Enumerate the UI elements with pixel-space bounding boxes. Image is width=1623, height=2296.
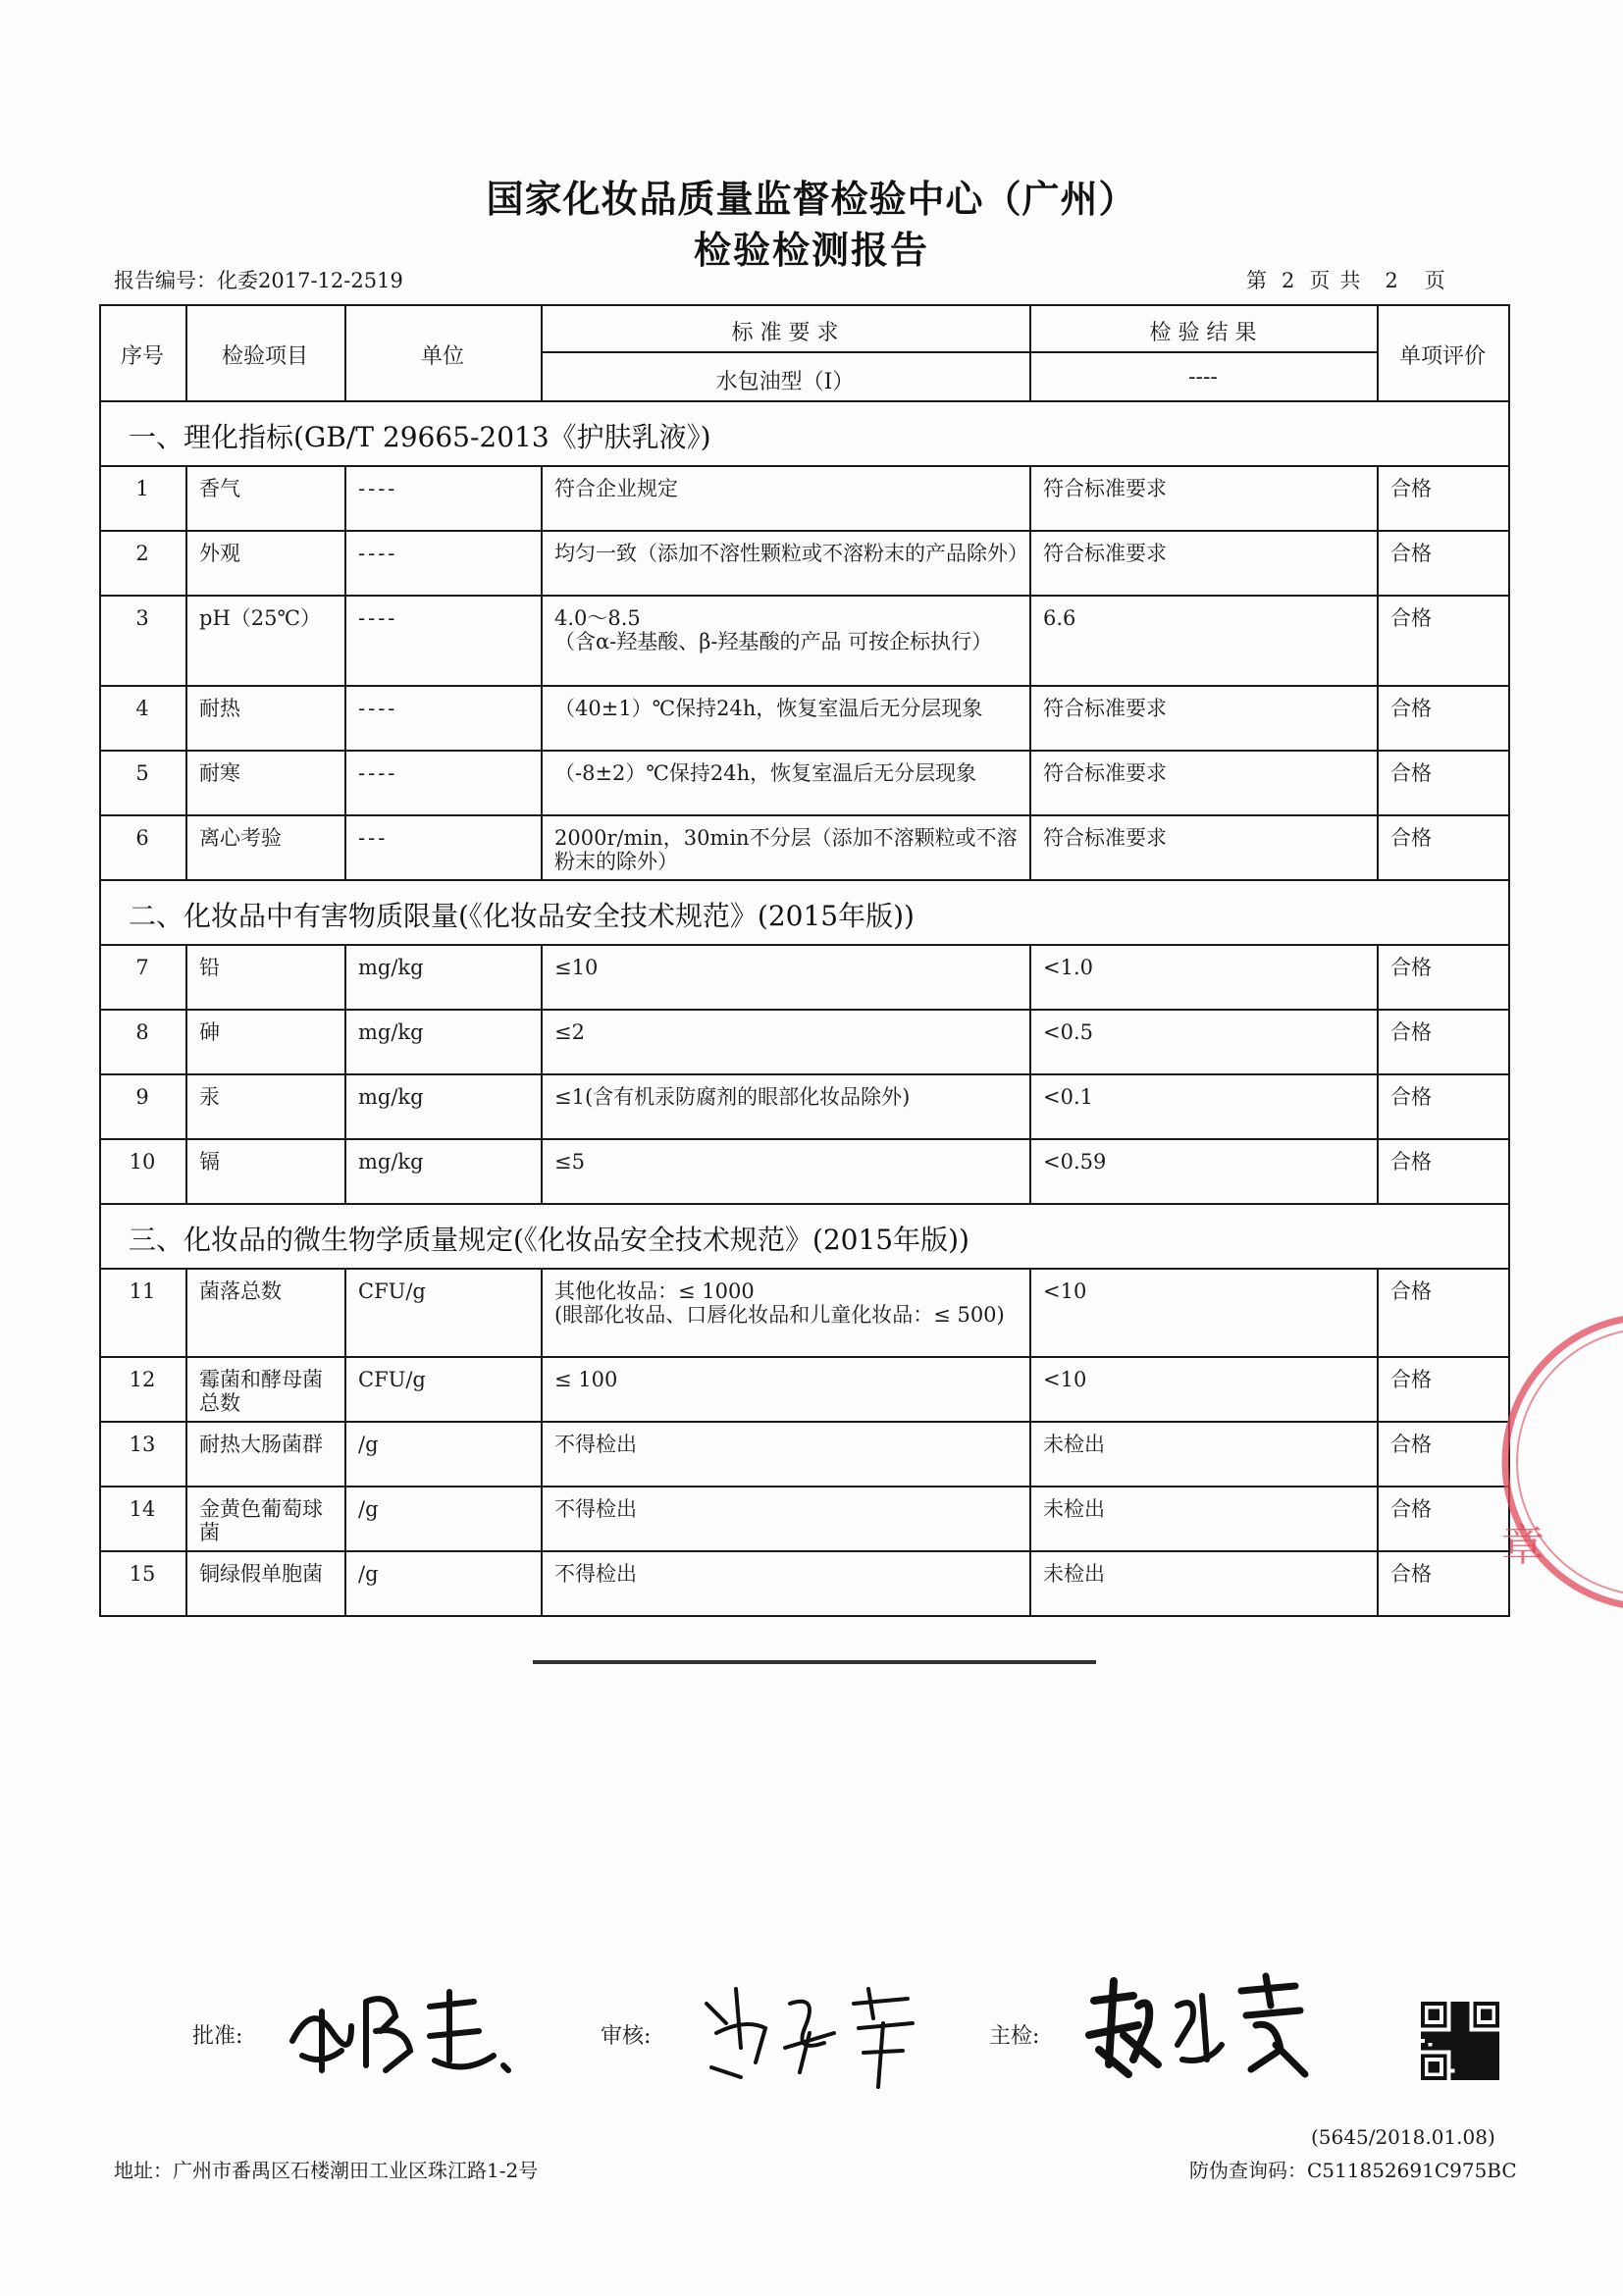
- grid-line-v: [1029, 1268, 1031, 1356]
- row-seq: 2: [135, 542, 149, 565]
- grid-line-v: [99, 1550, 101, 1615]
- grid-line-h: [99, 1550, 1510, 1552]
- grid-line-v: [99, 944, 101, 1009]
- row-seq: 6: [135, 826, 149, 850]
- row-unit: ---: [358, 826, 389, 850]
- row-requirement: 4.0～8.5 （含α-羟基酸、β-羟基酸的产品 可按企标执行）: [554, 606, 993, 653]
- grid-line-v: [344, 465, 346, 530]
- report-subtitle: 检验检测报告: [693, 229, 929, 272]
- grid-line-v: [344, 1009, 346, 1073]
- grid-line-h: [99, 750, 1510, 752]
- grid-line-v: [541, 595, 543, 685]
- grid-line-v: [185, 1138, 187, 1203]
- grid-line-v: [185, 1356, 187, 1421]
- section-title: 三、化妆品的微生物学质量规定(《化妆品安全技术规范》(2015年版)): [129, 1224, 969, 1256]
- row-unit: /g: [358, 1497, 379, 1521]
- row-item: 耐热大肠菌群: [199, 1433, 323, 1456]
- grid-line-v: [185, 1268, 187, 1356]
- grid-line-v: [541, 1009, 543, 1073]
- grid-line-h: [99, 1268, 1510, 1270]
- row-unit: CFU/g: [358, 1368, 426, 1391]
- grid-line-v: [1029, 465, 1031, 530]
- row-unit: ----: [358, 477, 398, 500]
- row-verdict: 合格: [1390, 956, 1432, 979]
- grid-line-v: [1377, 1550, 1379, 1615]
- approve-label: 批准:: [192, 2024, 243, 2049]
- grid-line-v: [541, 1421, 543, 1486]
- row-result: <1.0: [1043, 956, 1093, 979]
- row-requirement: 符合企业规定: [554, 477, 678, 500]
- row-result: <0.5: [1043, 1020, 1093, 1044]
- grid-line-v: [185, 1550, 187, 1615]
- row-result: <10: [1043, 1368, 1087, 1391]
- row-unit: mg/kg: [358, 1085, 424, 1109]
- row-unit: /g: [358, 1433, 379, 1456]
- row-item: 金黄色葡萄球菌: [199, 1497, 323, 1544]
- row-requirement: ≤10: [554, 956, 599, 979]
- grid-line-v: [99, 1268, 101, 1356]
- page-indicator: [1246, 265, 1445, 294]
- grid-line-v: [1377, 1009, 1379, 1073]
- row-verdict: 合格: [1390, 477, 1432, 500]
- grid-line-v: [99, 304, 101, 400]
- row-unit: CFU/g: [358, 1279, 426, 1303]
- header-result-sub: ----: [1188, 365, 1218, 390]
- row-requirement: 不得检出: [554, 1497, 637, 1521]
- grid-line-v: [1029, 1009, 1031, 1073]
- grid-line-v: [185, 465, 187, 530]
- row-requirement: ≤1(含有机汞防腐剂的眼部化妆品除外): [554, 1085, 911, 1109]
- grid-line-v: [185, 1421, 187, 1486]
- grid-line-v: [541, 530, 543, 595]
- row-seq: 9: [135, 1085, 149, 1109]
- grid-line-v: [1377, 1356, 1379, 1421]
- grid-line-v: [1029, 1486, 1031, 1550]
- row-seq: 11: [129, 1279, 156, 1303]
- grid-line-v: [1029, 595, 1031, 685]
- row-seq: 1: [135, 477, 149, 500]
- grid-line-v: [1029, 1356, 1031, 1421]
- grid-line-v: [344, 1550, 346, 1615]
- row-verdict: 合格: [1390, 697, 1432, 720]
- row-verdict: 合格: [1390, 1020, 1432, 1044]
- row-seq: 12: [129, 1368, 156, 1391]
- row-result: 未检出: [1043, 1497, 1105, 1521]
- row-result: 未检出: [1043, 1562, 1105, 1586]
- row-result: 符合标准要求: [1043, 697, 1167, 720]
- grid-line-v: [344, 1486, 346, 1550]
- grid-line-v: [1508, 879, 1510, 944]
- row-unit: mg/kg: [358, 1150, 424, 1174]
- grid-line-v: [541, 944, 543, 1009]
- header-standard-type: 水包油型（Ⅰ）: [715, 370, 855, 394]
- grid-line-v: [344, 814, 346, 879]
- header-seq: 序号: [120, 344, 164, 369]
- row-verdict: 合格: [1390, 542, 1432, 565]
- grid-line-v: [344, 1138, 346, 1203]
- grid-line-v: [1508, 1138, 1510, 1203]
- grid-line-v: [99, 1421, 101, 1486]
- section-title: 二、化妆品中有害物质限量(《化妆品安全技术规范》(2015年版)): [129, 900, 915, 932]
- row-unit: mg/kg: [358, 1020, 424, 1044]
- grid-line-v: [541, 814, 543, 879]
- grid-line-v: [1377, 1138, 1379, 1203]
- grid-line-v: [1029, 1138, 1031, 1203]
- row-verdict: 合格: [1390, 606, 1432, 630]
- grid-line-v: [541, 1138, 543, 1203]
- grid-line-v: [185, 1486, 187, 1550]
- row-requirement: （40±1）℃保持24h，恢复室温后无分层现象: [554, 697, 983, 720]
- row-verdict: 合格: [1390, 1433, 1432, 1456]
- row-unit: ----: [358, 542, 398, 565]
- row-result: <10: [1043, 1279, 1087, 1303]
- section-title: 一、理化指标(GB/T 29665-2013《护肤乳液》): [129, 421, 711, 453]
- grid-line-h: [99, 304, 1510, 306]
- grid-line-v: [1508, 595, 1510, 685]
- grid-line-v: [541, 750, 543, 814]
- row-item: pH（25℃）: [199, 606, 321, 630]
- row-seq: 7: [135, 956, 149, 979]
- grid-line-v: [1508, 944, 1510, 1009]
- grid-line-h: [99, 1421, 1510, 1423]
- grid-line-v: [541, 685, 543, 750]
- grid-line-v: [344, 530, 346, 595]
- row-result: 6.6: [1043, 606, 1076, 630]
- header-item: 检验项目: [221, 344, 308, 369]
- grid-line-v: [185, 1073, 187, 1138]
- row-requirement: ≤2: [554, 1020, 585, 1044]
- row-seq: 15: [129, 1562, 156, 1586]
- grid-line-v: [99, 1486, 101, 1550]
- grid-line-v: [1508, 465, 1510, 530]
- anti-counterfeit-code: 防伪查询码：C511852691C975BC: [1189, 2159, 1517, 2182]
- report-number: 报告编号：化委2017-12-2519: [114, 269, 403, 292]
- row-verdict: 合格: [1390, 1150, 1432, 1174]
- stamp-text: 章: [1501, 1521, 1544, 1571]
- grid-line-v: [344, 1356, 346, 1421]
- grid-line-v: [185, 1009, 187, 1073]
- grid-line-v: [344, 944, 346, 1009]
- grid-line-v: [1508, 1073, 1510, 1138]
- row-item: 汞: [199, 1085, 220, 1109]
- grid-line-h: [99, 595, 1510, 597]
- grid-line-v: [344, 685, 346, 750]
- row-verdict: 合格: [1390, 1497, 1432, 1521]
- end-divider: [533, 1660, 1096, 1664]
- grid-line-v: [99, 465, 101, 530]
- grid-line-v: [541, 465, 543, 530]
- row-item: 铅: [199, 956, 220, 979]
- row-result: 符合标准要求: [1043, 761, 1167, 785]
- row-requirement: 2000r/min，30min不分层（添加不溶颗粒或不溶粉末的除外）: [554, 826, 1018, 873]
- grid-line-v: [185, 595, 187, 685]
- grid-line-v: [1029, 750, 1031, 814]
- approver-signature: [283, 1972, 518, 2084]
- row-unit: ----: [358, 761, 398, 785]
- row-verdict: 合格: [1390, 1562, 1432, 1586]
- grid-line-v: [99, 530, 101, 595]
- grid-line-h: [99, 1615, 1510, 1617]
- report-title: 国家化妆品质量监督检验中心（广州）: [486, 178, 1137, 221]
- grid-line-v: [344, 750, 346, 814]
- grid-line-v: [1377, 1268, 1379, 1356]
- grid-line-h: [99, 879, 1510, 881]
- grid-line-v: [1508, 400, 1510, 465]
- grid-line-v: [1377, 944, 1379, 1009]
- grid-line-h: [99, 400, 1510, 402]
- grid-line-v: [99, 1138, 101, 1203]
- row-verdict: 合格: [1390, 1085, 1432, 1109]
- grid-line-v: [99, 400, 101, 465]
- grid-line-h: [541, 351, 1379, 353]
- grid-line-v: [99, 750, 101, 814]
- row-seq: 4: [135, 697, 149, 720]
- grid-line-v: [185, 814, 187, 879]
- row-seq: 8: [135, 1020, 149, 1044]
- row-result: <0.59: [1043, 1150, 1107, 1174]
- reference-code: (5645/2018.01.08): [1311, 2125, 1495, 2149]
- grid-line-v: [1508, 814, 1510, 879]
- grid-line-v: [1029, 814, 1031, 879]
- grid-line-h: [99, 814, 1510, 816]
- grid-line-h: [99, 944, 1510, 946]
- grid-line-v: [185, 944, 187, 1009]
- row-seq: 3: [135, 606, 149, 630]
- grid-line-v: [344, 1421, 346, 1486]
- inspect-label: 主检:: [989, 2024, 1040, 2049]
- grid-line-v: [1508, 1203, 1510, 1268]
- grid-line-v: [1377, 750, 1379, 814]
- grid-line-v: [541, 1486, 543, 1550]
- grid-line-v: [99, 1073, 101, 1138]
- row-requirement: 不得检出: [554, 1433, 637, 1456]
- header-unit: 单位: [420, 344, 464, 369]
- grid-line-v: [1377, 595, 1379, 685]
- grid-line-v: [344, 1073, 346, 1138]
- grid-line-h: [99, 1073, 1510, 1075]
- inspection-table: [99, 304, 1508, 1631]
- grid-line-v: [1377, 1486, 1379, 1550]
- grid-line-v: [1508, 685, 1510, 750]
- grid-line-v: [1029, 1421, 1031, 1486]
- grid-line-v: [1377, 530, 1379, 595]
- grid-line-v: [344, 595, 346, 685]
- qr-code: [1421, 2002, 1499, 2080]
- row-requirement: 均匀一致（添加不溶性颗粒或不溶粉末的产品除外）: [554, 542, 1028, 565]
- grid-line-v: [1029, 1073, 1031, 1138]
- grid-line-h: [99, 1138, 1510, 1140]
- row-result: 未检出: [1043, 1433, 1105, 1456]
- row-seq: 14: [129, 1497, 156, 1521]
- header-verdict: 单项评价: [1398, 344, 1486, 369]
- grid-line-v: [1508, 530, 1510, 595]
- header-standard: 标 准 要 求: [731, 321, 839, 345]
- grid-line-v: [99, 1203, 101, 1268]
- grid-line-v: [99, 1356, 101, 1421]
- row-item: 镉: [199, 1150, 220, 1174]
- row-item: 外观: [199, 542, 240, 565]
- row-result: 符合标准要求: [1043, 542, 1167, 565]
- grid-line-v: [99, 595, 101, 685]
- row-item: 耐热: [199, 697, 240, 720]
- grid-line-h: [99, 1203, 1510, 1205]
- reviewer-signature: [687, 1974, 922, 2096]
- page-total: 2: [1385, 269, 1398, 292]
- row-unit: ----: [358, 697, 398, 720]
- grid-line-h: [99, 1009, 1510, 1011]
- grid-line-v: [1029, 304, 1031, 400]
- grid-line-v: [1029, 944, 1031, 1009]
- row-requirement: ≤ 100: [554, 1368, 618, 1391]
- grid-line-v: [1377, 685, 1379, 750]
- grid-line-v: [185, 750, 187, 814]
- official-stamp: [1493, 1305, 1623, 1619]
- row-item: 铜绿假单胞菌: [199, 1562, 323, 1586]
- grid-line-v: [1377, 465, 1379, 530]
- grid-line-v: [541, 1356, 543, 1421]
- row-result: 符合标准要求: [1043, 477, 1167, 500]
- grid-line-v: [1377, 1073, 1379, 1138]
- row-unit: /g: [358, 1562, 379, 1586]
- row-item: 霉菌和酵母菌总数: [199, 1368, 323, 1415]
- row-requirement: ≤5: [554, 1150, 585, 1174]
- row-seq: 13: [129, 1433, 156, 1456]
- grid-line-v: [1029, 1550, 1031, 1615]
- grid-line-v: [99, 879, 101, 944]
- row-result: <0.1: [1043, 1085, 1093, 1109]
- row-item: 耐寒: [199, 761, 240, 785]
- row-requirement: 其他化妆品：≤ 1000 (眼部化妆品、口唇化妆品和儿童化妆品：≤ 500): [554, 1279, 1005, 1327]
- row-item: 香气: [199, 477, 240, 500]
- grid-line-v: [344, 1268, 346, 1356]
- inspector-signature: [1079, 1966, 1315, 2088]
- grid-line-v: [1508, 1009, 1510, 1073]
- row-item: 菌落总数: [199, 1279, 282, 1303]
- page-current: 2: [1282, 269, 1295, 292]
- grid-line-v: [1508, 304, 1510, 400]
- row-verdict: 合格: [1390, 826, 1432, 850]
- grid-line-h: [99, 1486, 1510, 1487]
- grid-line-v: [99, 685, 101, 750]
- grid-line-v: [185, 304, 187, 400]
- grid-line-v: [1377, 304, 1379, 400]
- row-seq: 5: [135, 761, 149, 785]
- page-label-2: 页共: [1309, 269, 1371, 292]
- grid-line-v: [344, 304, 346, 400]
- grid-line-v: [541, 1268, 543, 1356]
- row-unit: ----: [358, 606, 398, 630]
- header-result: 检 验 结 果: [1149, 321, 1257, 345]
- grid-line-h: [99, 465, 1510, 467]
- grid-line-v: [1029, 685, 1031, 750]
- grid-line-v: [99, 1009, 101, 1073]
- row-requirement: 不得检出: [554, 1562, 637, 1586]
- grid-line-v: [1508, 750, 1510, 814]
- review-label: 审核:: [601, 2024, 652, 2049]
- row-seq: 10: [129, 1150, 156, 1174]
- grid-line-h: [99, 685, 1510, 687]
- grid-line-v: [99, 814, 101, 879]
- grid-line-h: [99, 1356, 1510, 1358]
- row-unit: mg/kg: [358, 956, 424, 979]
- page-label-1: 第: [1246, 269, 1267, 292]
- row-item: 砷: [199, 1020, 220, 1044]
- row-verdict: 合格: [1390, 1368, 1432, 1391]
- row-requirement: （-8±2）℃保持24h，恢复室温后无分层现象: [554, 761, 977, 785]
- grid-line-v: [1029, 530, 1031, 595]
- grid-line-v: [541, 1550, 543, 1615]
- grid-line-v: [541, 1073, 543, 1138]
- grid-line-v: [541, 304, 543, 400]
- grid-line-v: [1377, 1421, 1379, 1486]
- grid-line-v: [1377, 814, 1379, 879]
- page-label-3: 页: [1424, 269, 1445, 292]
- row-verdict: 合格: [1390, 761, 1432, 785]
- grid-line-v: [185, 530, 187, 595]
- lab-address: 地址：广州市番禺区石楼潮田工业区珠江路1-2号: [114, 2159, 539, 2182]
- row-result: 符合标准要求: [1043, 826, 1167, 850]
- grid-line-h: [99, 530, 1510, 532]
- row-item: 离心考验: [199, 826, 282, 850]
- grid-line-v: [185, 685, 187, 750]
- row-verdict: 合格: [1390, 1279, 1432, 1303]
